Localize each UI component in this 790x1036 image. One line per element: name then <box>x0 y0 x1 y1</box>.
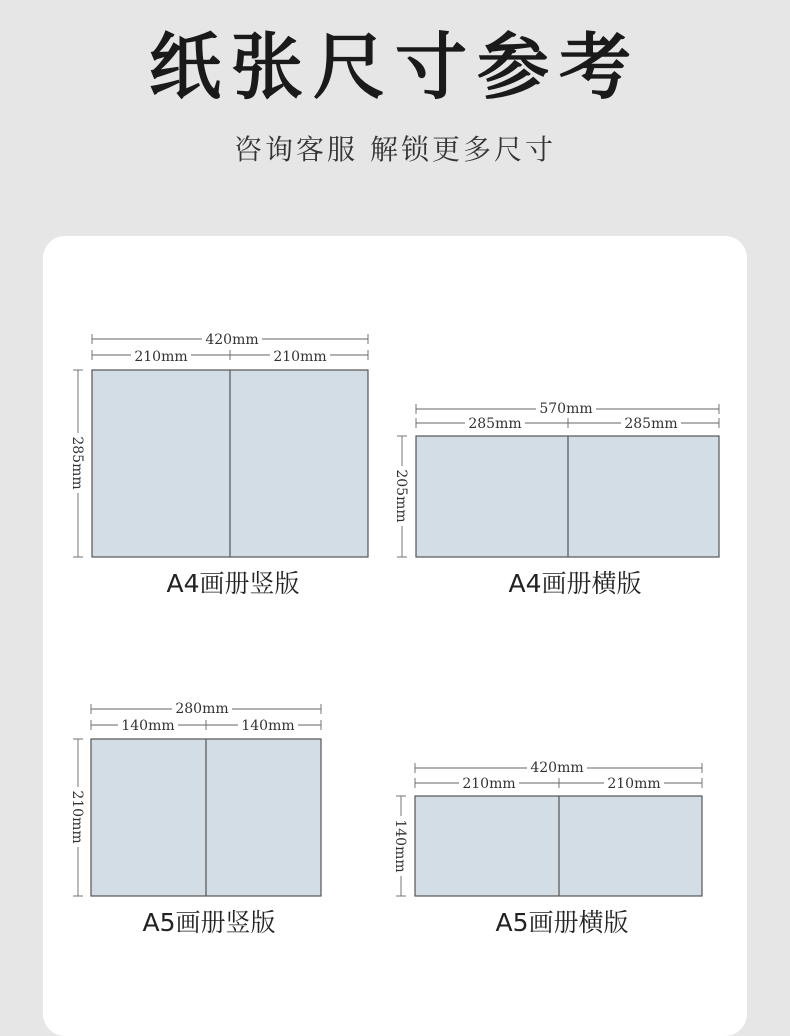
layout-a4-portrait <box>69 330 368 598</box>
dim-label-height: 140mm <box>392 819 408 873</box>
dimension-half-widths <box>415 775 702 792</box>
dimension-total-width <box>416 400 719 417</box>
dim-label-height: 285mm <box>69 436 85 490</box>
dimension-total-width <box>92 330 368 348</box>
dim-label-left-width: 140mm <box>121 718 175 734</box>
dim-label-right-width: 210mm <box>607 776 661 792</box>
dim-label-left-width: 210mm <box>462 776 516 792</box>
dim-label-height: 210mm <box>69 790 85 844</box>
dim-label-right-width: 210mm <box>273 349 327 365</box>
dim-label-total-width: 280mm <box>175 701 229 717</box>
dim-label-total-width: 570mm <box>539 401 593 417</box>
layout-a4-landscape <box>393 400 719 598</box>
layout-caption: A4画册横版 <box>508 569 642 598</box>
page-subtitle: 咨询客服 解锁更多尺寸 <box>234 133 556 166</box>
dim-label-right-width: 140mm <box>241 718 295 734</box>
dimension-height <box>393 436 410 557</box>
dim-label-total-width: 420mm <box>530 760 584 776</box>
dim-label-left-width: 210mm <box>134 349 188 365</box>
dimension-total-width <box>91 700 321 717</box>
layout-a5-portrait <box>69 700 321 937</box>
layout-caption: A4画册竖版 <box>166 569 300 598</box>
dimension-height <box>69 370 86 557</box>
layout-caption: A5画册横版 <box>495 908 629 937</box>
dim-label-left-width: 285mm <box>468 416 522 432</box>
page-title: 纸张尺寸参考 <box>148 25 641 109</box>
dimension-half-widths <box>416 415 719 432</box>
dim-label-total-width: 420mm <box>205 332 259 348</box>
dimension-height <box>69 739 86 896</box>
dimension-half-widths <box>92 347 368 365</box>
layout-caption: A5画册竖版 <box>142 908 276 937</box>
dim-label-right-width: 285mm <box>624 416 678 432</box>
dim-label-height: 205mm <box>393 469 409 523</box>
dimension-half-widths <box>91 717 321 734</box>
dimension-height <box>392 796 409 896</box>
layout-a5-landscape <box>392 759 702 937</box>
dimension-total-width <box>415 759 702 776</box>
